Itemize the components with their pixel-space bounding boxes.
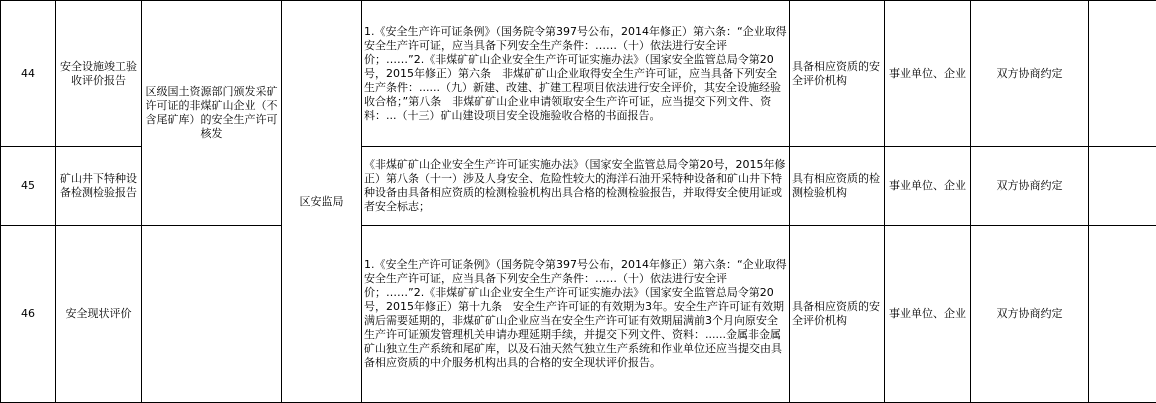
authority-item-empty [142, 226, 282, 403]
pricing: 双方协商约定 [971, 147, 1089, 226]
authority-item: 区级国土资源部门颁发采矿许可证的非煤矿山企业（不含尾矿库）的安全生产许可核发 [142, 1, 282, 226]
empty-cell [1089, 147, 1156, 226]
service-org: 具有相应资质的检测检验机构 [790, 147, 885, 226]
org-type: 事业单位、企业 [885, 147, 971, 226]
empty-cell [1089, 226, 1156, 403]
org-type: 事业单位、企业 [885, 226, 971, 403]
row-number: 46 [1, 226, 56, 403]
item-name: 安全设施竣工验收评价报告 [56, 1, 142, 147]
pricing: 双方协商约定 [971, 1, 1089, 147]
empty-cell [1089, 1, 1156, 147]
table-row [1, 1, 1156, 147]
legal-basis: 1.《安全生产许可证条例》（国务院令第397号公布，2014年修正）第六条：“企业取得安全生产许可证，应当具备下列安全生产条件：……（十）依法进行安全评价；……”2.《非煤矿矿山企业安全生产许可证实施办法》（国家安全监管总局令第20号，2015年修正）第十九条 安全生产许可证的有效期为3年。安全生产许可证有效期满后需要延期的，非煤矿矿山企业应当在安全生产许可证有效期届满前3个月向原安全生产许可证颁发管理机关申请办理延期手续，并提交下列文件、资料：......金属非金属矿山独立生产系统和尾矿库，以及石油天然气独立生产系统和作业单位还应当提交由具备相应资质的中介服务机构出具的合格的安全现状评价报告。 [362, 226, 790, 403]
service-org: 具备相应资质的安全评价机构 [790, 1, 885, 147]
table-row [1, 226, 1156, 403]
row-number: 45 [1, 147, 56, 226]
legal-basis: 1.《安全生产许可证条例》（国务院令第397号公布，2014年修正）第六条：“企业取得安全生产许可证，应当具备下列安全生产条件：……（十）依法进行安全评价；……”2.《非煤矿矿山企业安全生产许可证实施办法》（国家安全监管总局令第20号，2015年修正）第六条 非煤矿矿山企业取得安全生产许可证，应当具备下列安全生产条件：......（九）新建、改建、扩建工程项目依法进行安全评价，其安全设施经验收合格；”第八条 非煤矿矿山企业申请领取安全生产许可证，应当提交下列文件、资料：...（十三）矿山建设项目安全设施验收合格的书面报告。 [362, 1, 790, 147]
row-number: 44 [1, 1, 56, 147]
service-org: 具备相应资质的安全评价机构 [790, 226, 885, 403]
org-type: 事业单位、企业 [885, 1, 971, 147]
item-name: 矿山井下特种设备检测检验报告 [56, 147, 142, 226]
legal-basis: 《非煤矿矿山企业安全生产许可证实施办法》（国家安全监管总局令第20号，2015年修正）第八条（十一）涉及人身安全、危险性较大的海洋石油开采特种设备和矿山井下特种设备由具备相应资质的检测检验机构出具合格的检测检验报告，并取得安全使用证或者安全标志； [362, 147, 790, 226]
item-name: 安全现状评价 [56, 226, 142, 403]
department: 区安监局 [282, 1, 362, 403]
pricing: 双方协商约定 [971, 226, 1089, 403]
